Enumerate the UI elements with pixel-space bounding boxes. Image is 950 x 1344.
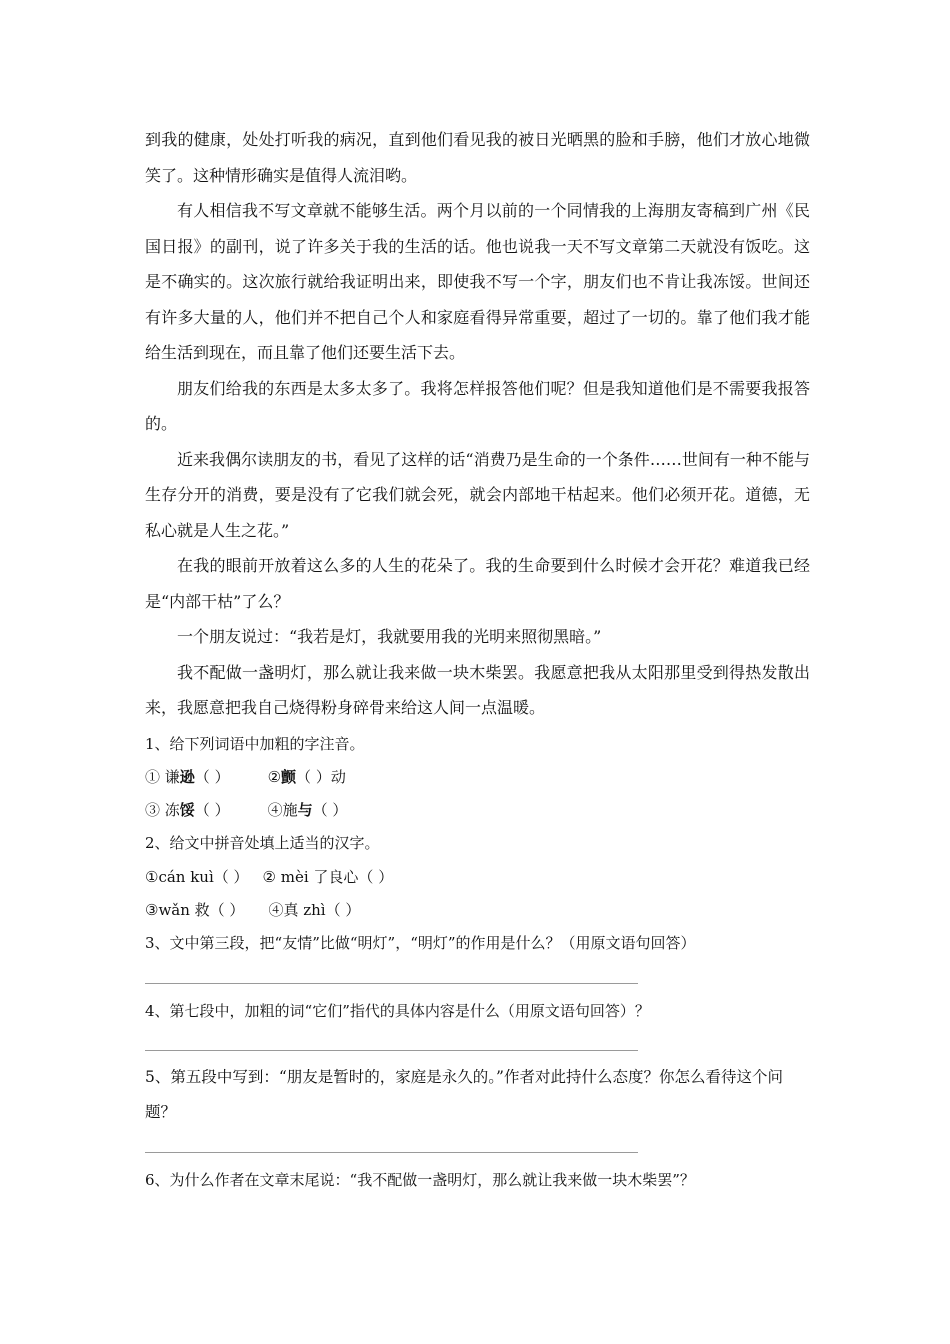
q2-item-a: ①cán kuì（ ） bbox=[145, 868, 249, 886]
question-2-row-2 bbox=[145, 899, 360, 920]
paragraph-4: 近来我偶尔读朋友的书，看见了这样的话“消费乃是生命的一个条件……世间有一种不能与生存分开的消费，要是没有了它我们就会死，就会内部地干枯起来。他们必须开花。道德，无私心就是人生之花。” bbox=[145, 449, 810, 540]
question-1-row-1 bbox=[145, 766, 346, 787]
answer-line-4[interactable] bbox=[145, 1050, 638, 1051]
q1-item-b: ②颤（ ）动 bbox=[267, 768, 346, 786]
paragraph-6: 一个朋友说过：“我若是灯，我就要用我的光明来照彻黑暗。” bbox=[177, 627, 602, 646]
question-2-row-1 bbox=[145, 866, 393, 887]
q1-item-a: ① 谦逊（ ） bbox=[145, 768, 230, 786]
q1-item-d: ④施与（ ） bbox=[267, 801, 348, 819]
q2-item-b: ② mèi 了良心（ ） bbox=[262, 868, 394, 886]
question-1-title: 1、给下列词语中加粗的字注音。 bbox=[145, 735, 365, 753]
q2-item-c: ③wǎn 救（ ） bbox=[145, 901, 245, 919]
question-1-row-2 bbox=[145, 799, 347, 820]
answer-line-3[interactable] bbox=[145, 983, 638, 984]
q1-item-c: ③ 冻馁（ ） bbox=[145, 801, 230, 819]
answer-line-5[interactable] bbox=[145, 1152, 638, 1153]
question-4: 4、第七段中，加粗的词“它们”指代的具体内容是什么（用原文语句回答）？ bbox=[145, 1002, 650, 1020]
question-2-title: 2、给文中拼音处填上适当的汉字。 bbox=[145, 834, 380, 852]
paragraph-3: 朋友们给我的东西是太多太多了。我将怎样报答他们呢？但是我知道他们是不需要我报答的。 bbox=[145, 378, 810, 433]
paragraph-7: 我不配做一盏明灯，那么就让我来做一块木柴罢。我愿意把我从太阳那里受到得热发散出来，我愿意把我自己烧得粉身碎骨来给这人间一点温暖。 bbox=[145, 662, 810, 717]
question-5-block bbox=[145, 1060, 810, 1130]
question-6: 6、为什么作者在文章末尾说：“我不配做一盏明灯，那么就让我来做一块木柴罢”？ bbox=[145, 1171, 695, 1189]
question-3: 3、文中第三段，把“友情”比做“明灯”，“明灯”的作用是什么？（用原文语句回答） bbox=[145, 934, 696, 952]
question-5: 5、第五段中写到：“朋友是暂时的，家庭是永久的。”作者对此持什么态度？你怎么看待这个问题？ bbox=[145, 1068, 783, 1121]
paragraph-2: 有人相信我不写文章就不能够生活。两个月以前的一个同情我的上海朋友寄稿到广州《民国日报》的副刊，说了许多关于我的生活的话。他也说我一天不写文章第二天就没有饭吃。这是不确实的。这次旅行就给我证明出来，即使我不写一个字，朋友们也不肯让我冻馁。世间还有许多大量的人，他们并不把自己个人和家庭看得异常重要，超过了一切的。靠了他们我才能给生活到现在，而且靠了他们还要生活下去。 bbox=[145, 201, 810, 362]
q2-item-d: ④真 zhì（ ） bbox=[268, 901, 361, 919]
reading-passage bbox=[145, 122, 810, 726]
paragraph-5: 在我的眼前开放着这么多的人生的花朵了。我的生命要到什么时候才会开花？难道我已经是“内部干枯”了么？ bbox=[145, 556, 810, 611]
paragraph-1: 到我的健康，处处打听我的病况，直到他们看见我的被日光晒黑的脸和手膀，他们才放心地微笑了。这种情形确实是值得人流泪哟。 bbox=[145, 130, 810, 185]
